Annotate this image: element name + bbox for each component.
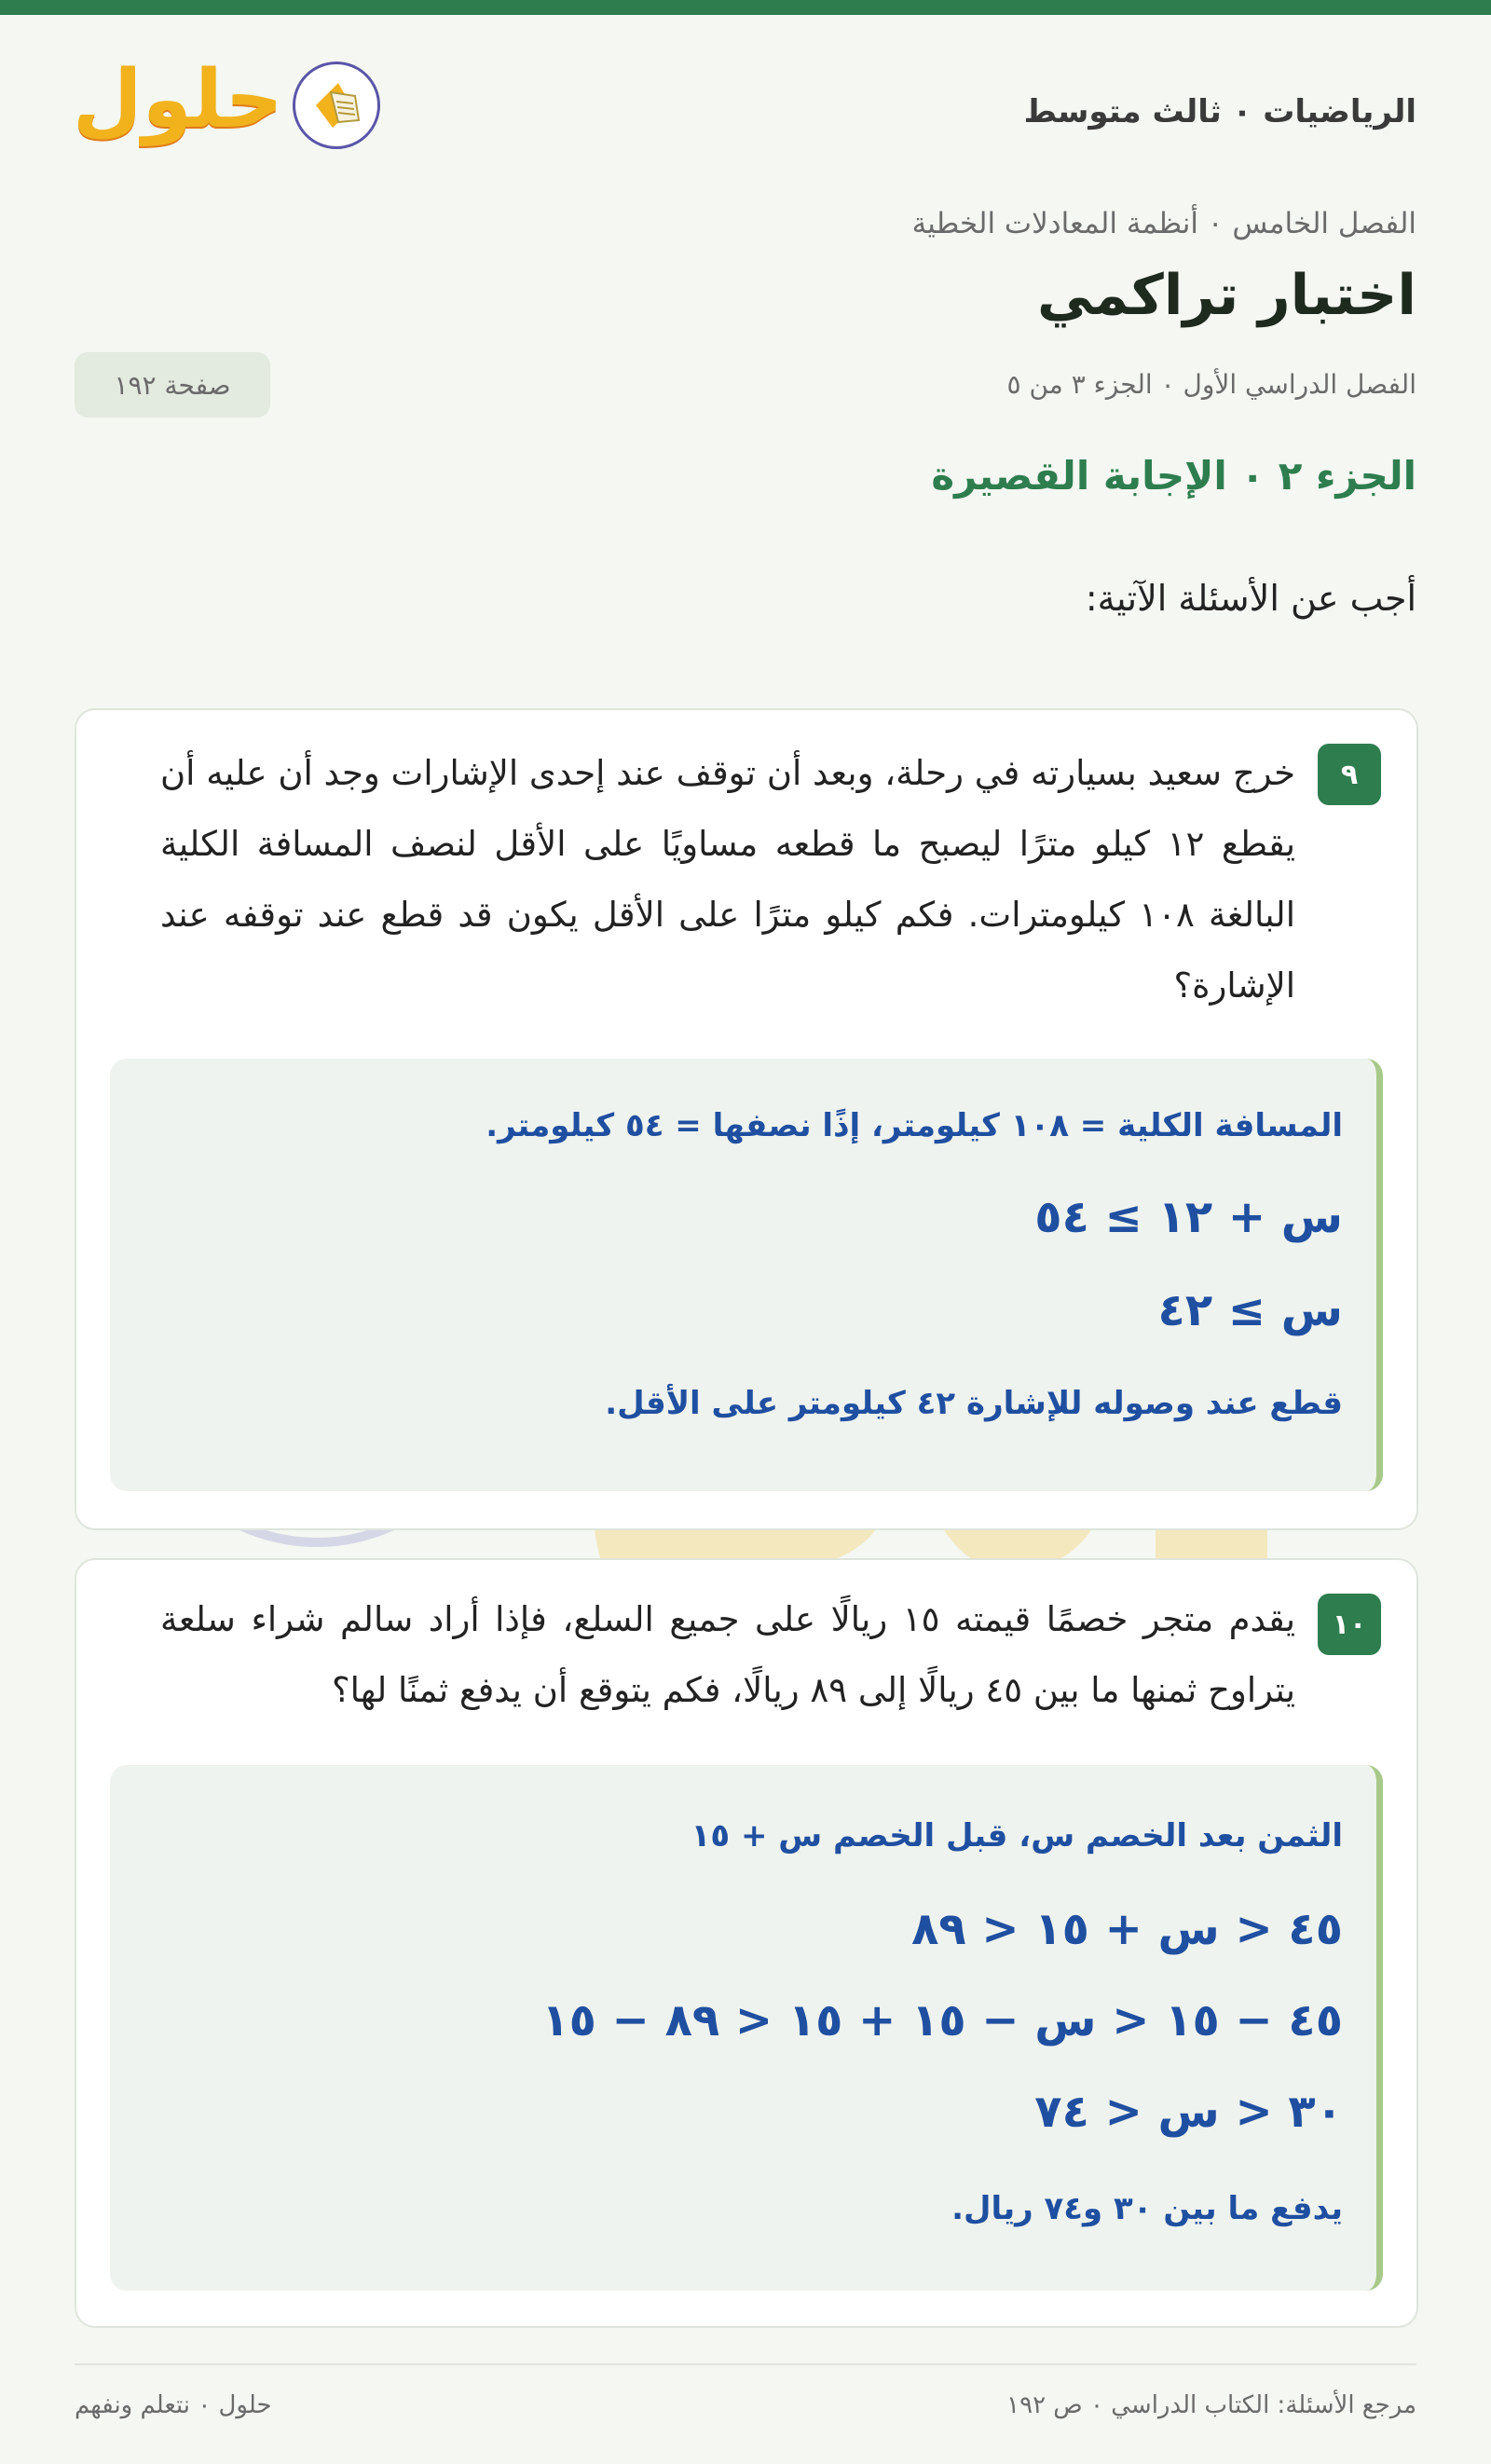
section-heading: الجزء ٢ ٠ الإجابة القصيرة xyxy=(931,453,1416,499)
question-text: يقدم متجر خصمًا قيمته ١٥ ريالًا على جميع السلع، فإذا أراد سالم شراء سلعة يتراوح ثمنها ما بين ٤٥ ريالًا إلى ٨٩ ريالًا، فكم يتوقع أن يدفع ثمنًا لها؟ xyxy=(160,1599,1295,1710)
question-text: خرج سعيد بسيارته في رحلة، وبعد أن توقف عند إحدى الإشارات وجد أن عليه أن يقطع ١٢ كيلو مترًا ليصبح ما قطعه مساويًا على الأقل لنصف المسافة الكلية البالغة ١٠٨ كيلومترات. فكم كيلو مترًا على الأقل يكون قد قطع عند توقفه عند الإشارة؟ xyxy=(160,753,1295,1006)
answer-equation: س + ١٢ ≥ ٥٤ xyxy=(1034,1191,1343,1243)
answer-conclusion: يدفع ما بين ٣٠ و٧٤ ريال. xyxy=(951,2190,1343,2227)
answer-equation: ٣٠ < س < ٧٤ xyxy=(1034,2086,1343,2138)
book-logo-icon xyxy=(293,62,380,149)
question-card xyxy=(75,708,1418,1530)
answer-box xyxy=(110,1765,1383,2291)
footer-divider xyxy=(75,2363,1416,2365)
footer-reference: مرجع الأسئلة: الكتاب الدراسي ٠ ص ١٩٢ xyxy=(1006,2391,1416,2419)
question-card xyxy=(75,1558,1418,2328)
answer-line: الثمن بعد الخصم س، قبل الخصم س + ١٥ xyxy=(691,1817,1343,1855)
instruction-text: أجب عن الأسئلة الآتية: xyxy=(1085,578,1416,619)
brand-logo[interactable] xyxy=(73,53,380,149)
answer-equation: ٤٥ − ١٥ < س − ١٥ + ١٥ < ٨٩ − ١٥ xyxy=(541,1994,1343,2046)
brand-wordmark: حلول xyxy=(73,53,283,146)
subject-label: الرياضيات ٠ ثالث متوسط xyxy=(1023,93,1416,130)
question-number-badge: ٩ xyxy=(1318,744,1381,805)
answer-line: المسافة الكلية = ١٠٨ كيلومتر، إذًا نصفها = ٥٤ كيلومتر. xyxy=(486,1107,1343,1144)
answer-equation: ٤٥ < س + ١٥ < ٨٩ xyxy=(911,1903,1343,1955)
answer-conclusion: قطع عند وصوله للإشارة ٤٢ كيلومتر على الأقل. xyxy=(605,1385,1343,1422)
chapter-label: الفصل الخامس ٠ أنظمة المعادلات الخطية xyxy=(911,207,1416,240)
footer-brand: حلول ٠ نتعلم ونفهم xyxy=(75,2391,272,2419)
answer-equation: س ≥ ٤٢ xyxy=(1157,1284,1343,1336)
semester-label: الفصل الدراسي الأول ٠ الجزء ٣ من ٥ xyxy=(1006,369,1416,400)
top-accent-bar xyxy=(0,0,1491,15)
page-title: اختبار تراكمي xyxy=(1037,263,1416,328)
question-number-badge: ١٠ xyxy=(1318,1594,1381,1655)
page-number-badge: صفحة ١٩٢ xyxy=(75,352,270,418)
answer-box xyxy=(110,1059,1383,1491)
